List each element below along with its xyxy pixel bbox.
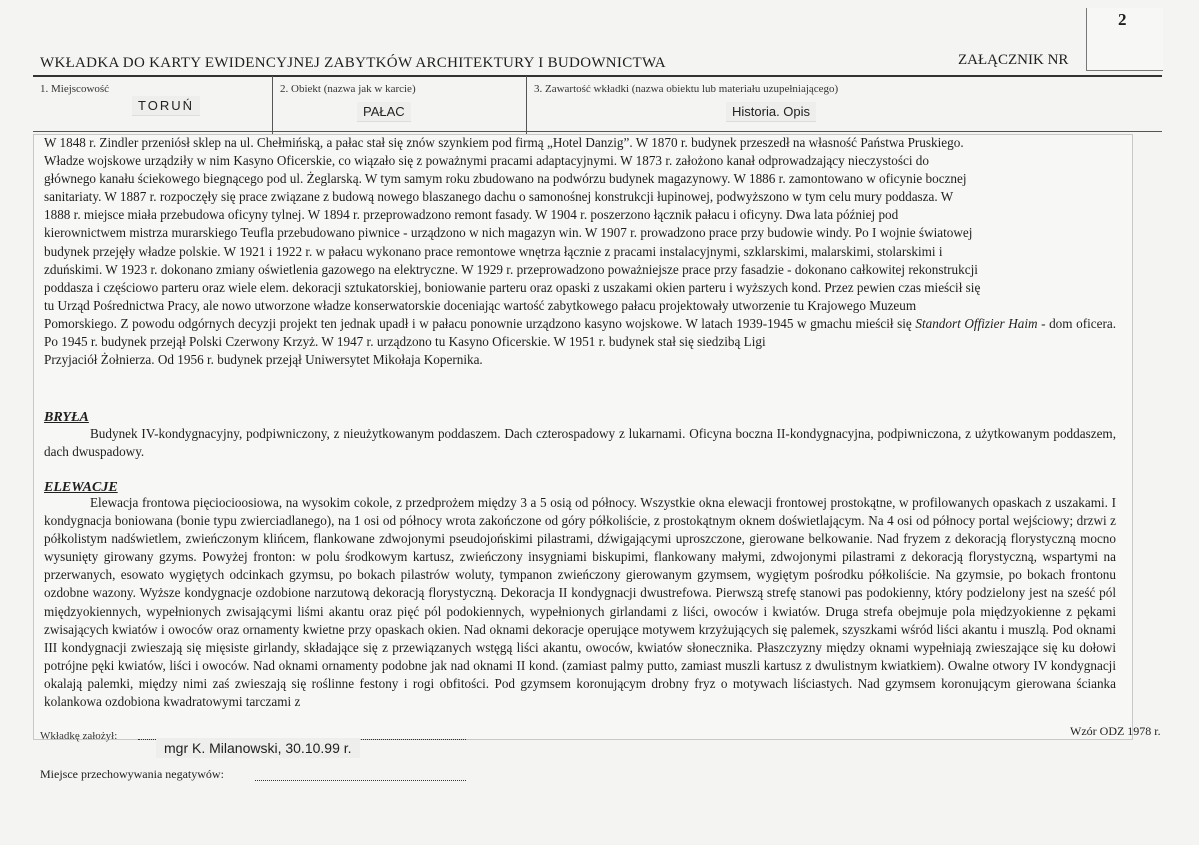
history-line-text: - dom oficera. Po 1945 r. budynek przejął Polski Czerwony Krzyż. W 1947 r. urządzono tu Kasyno Oficerskie. W 1951 r. budynek stał się siedzibą Ligi [44, 315, 1117, 350]
history-text [44, 134, 1116, 369]
content-value: Historia. Opis [726, 102, 816, 122]
annex-label: ZAŁĄCZNIK NR [958, 52, 1069, 68]
elewacje-text: Elewacja frontowa pięciocioosiowa, na wysokim cokole, z przedprożem między 3 a 5 osią od północy. Wszystkie okna elewacji frontowej prostokątne, w profilowanych opaskach z uszakami. I kondygnacja boniowana (bonie typu zwierciadlanego), na 1 osi od północy wrota zakończone od góry półkoliście, z prostokątnym oknem doświetlającym. Na 4 osi od północy portal wejściowy; drzwi z półkolistym nadświetlem, zwieńczonym klińcem, flankowane zdwojonymi pseudojońskimi pilastrami, dźwigającymi uproszczone, gierowane belkowanie. Nad fryzem z dekoracją florystyczną mocno wysunięty girowany gzyms. Powyżej fronton: w polu środkowym kartusz, zwieńczony insygniami biskupimi, flankowany małymi, zdwojonymi pilastrami z dekoracją florystyczną, wspartymi na przerwanych, esowato wygiętych odcinkach gzymsu, po bokach pilastrów woluty, tympanon zwieńczony gierowanym gzymsem, wygiętym pośrodku półkoliście. Na gzymsie, po bokach frontonu ozdobne wazony. Wyższe kondygnacje ozdobione narzutową dekoracją florystyczną. Dekoracja II kondygnacji dwustrefowa. Pierwszą strefę stanowi pas podokienny, który podzielony jest na sześć pól międzyokiennych, wypełnionych zwisającymi liśmi akantu oraz pięć pól podokiennych, wypełnionych girlandami z liści, owoców i kwiatów. Druga strefa obejmuje pola międzyokienne z pękami zwisających kwiatów i owoców oraz ornamenty kwietne przy opaskach okien. Nad oknami dekoracje operujące motywem krzyżujących się palemek, szyszkami wśród liści akantu i muszlą. Pod oknami III kondygnacji zwieszają się mięsiste girlandy, składające się z przewiązanych wstęgą liści akantu, owoców, kwiatów słonecznika. Płaszczyzny między oknami wypełniają zwieszające się ku dołowi potrójne pęki kwiatów, liści i owoców. Nad oknami ornamenty podobne jak nad oknami II kond. (zamiast palmy putto, zamiast muszli kartusz z dwulistnym kwiatkiem). Owalne otwory IV kondygnacji okalają palemki, między nimi zaś zwieszają się roślinne festony i rogi obfitości. Pod gzymsem koronującym drobny fryz o motywach liściastych. Nad gzymsem koronującym gierowana ścianka kolankowa ozdobiona kwadratowymi tarczami z [44, 495, 1116, 710]
history-line [44, 315, 1116, 351]
history-line: budynek przejęły władze polskie. W 1921 i 1922 r. w pałacu wykonano prace remontowe wnętrza łącznie z pracami instalacyjnymi, szklarskimi, malarskimi, stolarskimi i [44, 243, 943, 259]
annex-number: 2 [1118, 10, 1127, 29]
content-label: 3. Zawartość wkładki (nazwa obiektu lub materiału uzupełniającego) [534, 83, 839, 95]
prepared-by-stamp: mgr K. Milanowski, 30.10.99 r. [156, 738, 360, 758]
form-title: WKŁADKA DO KARTY EWIDENCYJNEJ ZABYTKÓW ARCHITEKTURY I BUDOWNICTWA [40, 55, 666, 71]
history-line: kierownictwem mistrza murarskiego Teufla przebudowano piwnice - urządzono w nich magazyn win. W 1907 r. prowadzono prace przy budowie windy. Po I wojnie światowej [44, 225, 973, 241]
history-line: W 1848 r. Zindler przeniósł sklep na ul. Chełmińską, a pałac stał się znów szynkiem pod firmą „Hotel Danzig”. W 1870 r. budynek przeszedł na własność Państwa Pruskiego. [44, 135, 964, 150]
object-value: PAŁAC [357, 102, 411, 122]
locality-value: TORUŃ [132, 96, 200, 116]
locality-label: 1. Miejscowość [40, 83, 110, 95]
elewacje-text-block [44, 494, 1116, 711]
negatives-dotted-line [255, 779, 466, 781]
history-line: Władze wojskowe urządziły w nim Kasyno Oficerskie, co wiązało się z poważnymi pracami adaptacyjnymi. W 1873 r. założono kanał odprowadzający nieczystości do [44, 153, 929, 169]
bryla-text-block [44, 425, 1116, 461]
bryla-text: Budynek IV-kondygnacyjny, podpiwniczony, z nieużytkowanym poddaszem. Dach czterospadowy z lukarnami. Oficyna boczna II-kondygnacyjna, podpiwniczona, z użytkowanym poddaszem, dach dwuspadowy. [44, 426, 1116, 460]
prepared-label: Wkładkę założył: [40, 730, 118, 742]
history-line: tu Urząd Pośrednictwa Pracy, ale nowo utworzone władze konserwatorskie doceniając wartość zabytkowego pałacu projektowały utworzenie tu Krajowego Muzeum [44, 297, 917, 313]
form-code: Wzór ODZ 1978 r. [1070, 724, 1161, 738]
header-rule [33, 75, 1162, 77]
field-divider [272, 76, 273, 134]
italic-term: Standort Offizier Haim [915, 315, 1038, 331]
elewacje-heading: ELEWACJE [44, 480, 118, 495]
object-label: 2. Obiekt (nazwa jak w karcie) [280, 83, 416, 95]
negatives-label: Miejsce przechowywania negatywów: [40, 767, 224, 781]
history-line: sanitariaty. W 1887 r. rozpoczęły się prace związane z budową nowego blaszanego dachu o samonośnej konstrukcji łupinowej, podwyższono w tym celu mury poddasza. W [44, 189, 954, 205]
history-line-text: Pomorskiego. Z powodu odgórnych decyzji projekt ten jednak upadł i w pałacu ponownie urządzono kasyno wojskowe. W latach 1939-1945 w gmachu mieścił się [44, 315, 912, 331]
history-line: głównego kanału ściekowego biegnącego pod ul. Żeglarską. W tym samym roku zbudowano na podwórzu budynek magazynowy. W 1886 r. zamontowano w oficynie bocznej [44, 171, 967, 187]
history-line: zduńskimi. W 1923 r. dokonano zmiany oświetlenia gazowego na elektryczne. W 1929 r. przeprowadzono poważniejsze prace przy fasadzie - dokonano całkowitej rekonstrukcji [44, 261, 978, 277]
history-line: Przyjaciół Żołnierza. Od 1956 r. budynek przejął Uniwersytet Mikołaja Kopernika. [44, 352, 483, 368]
fields-rule [33, 131, 1162, 132]
field-divider [526, 76, 527, 134]
history-line: 1888 r. miejsce miała przebudowa oficyny tylnej. W 1894 r. przeprowadzono remont fasady. W 1904 r. poszerzono łącznik pałacu i oficyny. Dwa lata później pod [44, 207, 899, 223]
bryla-heading: BRYŁA [44, 410, 89, 425]
history-line: poddasza i częściowo parteru oraz wiele elem. dekoracji sztukatorskiej, boniowanie parteru oraz opaski z uszakami okien parteru i wyższych kond. Przez pewien czas mieścił się [44, 279, 981, 295]
